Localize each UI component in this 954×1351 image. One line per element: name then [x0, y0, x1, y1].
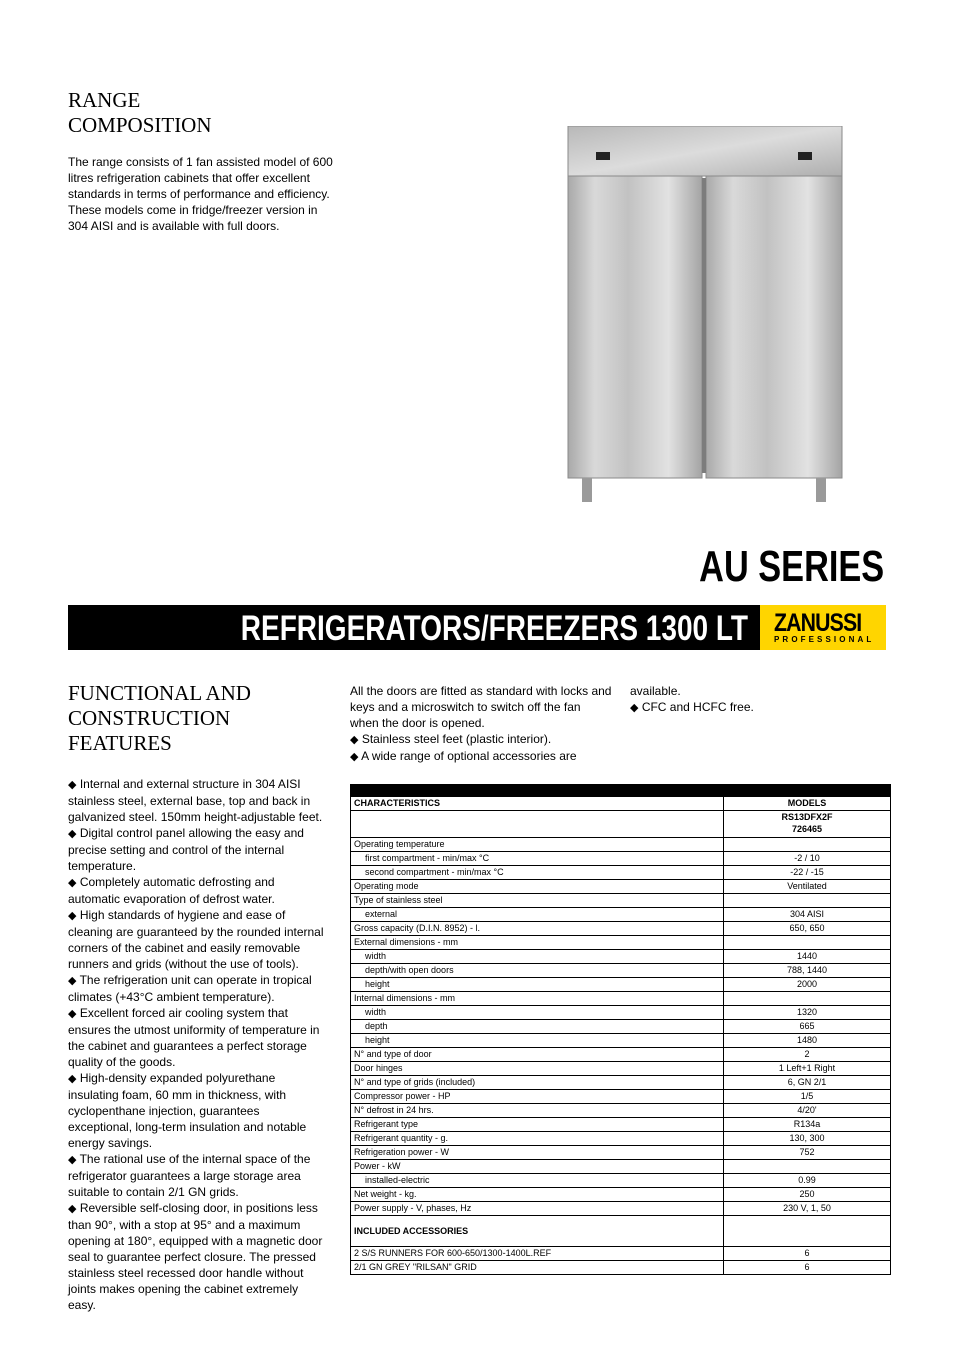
feature-item: ◆ A wide range of optional accessories are — [350, 749, 577, 763]
row-value: -2 / 10 — [724, 852, 891, 866]
features-column-3 — [630, 683, 870, 716]
bullet-icon: ◆ — [68, 877, 77, 889]
refrigerator-image — [566, 126, 844, 504]
row-value: 1440 — [724, 950, 891, 964]
accessory-row — [351, 1261, 891, 1275]
table-row — [351, 922, 891, 936]
zanussi-logo — [760, 605, 886, 650]
row-label: Power - kW — [351, 1160, 724, 1174]
table-row — [351, 908, 891, 922]
row-label: Refrigeration power - W — [351, 1146, 724, 1160]
range-text: The range consists of 1 fan assisted model of 600 litres refrigeration cabinets that offer excellent standards in terms of performance and efficiency. These models come in fridge/freezer version in 304 AISI and is available with full doors. — [68, 155, 333, 233]
accessory-label: 2/1 GN GREY "RILSAN" GRID — [351, 1261, 724, 1275]
row-label: Power supply - V, phases, Hz — [351, 1202, 724, 1216]
feature-item: ◆ CFC and HCFC free. — [630, 700, 754, 714]
row-label: N° and type of door — [351, 1048, 724, 1062]
bullet-icon: ◆ — [68, 779, 77, 791]
product-banner — [68, 605, 886, 650]
row-label: Type of stainless steel — [351, 894, 724, 908]
range-title-line2: COMPOSITION — [68, 113, 212, 137]
table-row — [351, 1118, 891, 1132]
table-row — [351, 1020, 891, 1034]
table-header-row — [351, 797, 891, 811]
table-row — [351, 838, 891, 852]
feature-item: ◆ Digital control panel allowing the easy and precise setting and control of the internal temperature. — [68, 826, 304, 873]
row-value: 1480 — [724, 1034, 891, 1048]
row-label: first compartment - min/max °C — [351, 852, 724, 866]
row-value — [724, 838, 891, 852]
row-label: N° and type of grids (included) — [351, 1076, 724, 1090]
row-value — [724, 992, 891, 1006]
features-title — [68, 681, 251, 756]
table-row — [351, 1202, 891, 1216]
features-title-line1: FUNCTIONAL AND — [68, 681, 251, 705]
table-row — [351, 936, 891, 950]
bullet-icon: ◆ — [630, 702, 639, 714]
table-row — [351, 1160, 891, 1174]
row-label: Internal dimensions - mm — [351, 992, 724, 1006]
row-value: 788, 1440 — [724, 964, 891, 978]
row-value: 1320 — [724, 1006, 891, 1020]
row-label: width — [351, 1006, 724, 1020]
row-value: 1 Left+1 Right — [724, 1062, 891, 1076]
accessory-quantity: 6 — [724, 1247, 891, 1261]
model-number: 726465 — [791, 824, 823, 834]
table-row — [351, 1188, 891, 1202]
bullet-icon: ◆ — [68, 1154, 77, 1166]
bullet-icon: ◆ — [68, 828, 77, 840]
table-row — [351, 1090, 891, 1104]
row-value: 4/20' — [724, 1104, 891, 1118]
row-label: Gross capacity (D.I.N. 8952) - l. — [351, 922, 724, 936]
row-value: 665 — [724, 1020, 891, 1034]
logo-text: ZANUSSI — [774, 609, 862, 637]
table-row — [351, 1104, 891, 1118]
row-label: N° defrost in 24 hrs. — [351, 1104, 724, 1118]
row-value: 250 — [724, 1188, 891, 1202]
bullet-icon: ◆ — [68, 1008, 77, 1020]
bullet-icon: ◆ — [68, 910, 77, 922]
table-header-bar — [351, 785, 891, 797]
continuation-text: available. — [630, 684, 681, 698]
table-row — [351, 1174, 891, 1188]
table-row — [351, 1132, 891, 1146]
features-list — [68, 776, 324, 1313]
feature-item: ◆ High standards of hygiene and ease of cleaning are guaranteed by the rounded internal corners of the cabinet and easily removable runners and grids (without the use of tools). — [68, 908, 324, 971]
row-value: 650, 650 — [724, 922, 891, 936]
range-title — [68, 88, 212, 138]
feature-item: ◆ Excellent forced air cooling system that ensures the utmost uniformity of temperature in the cabinet and guarantees a perfect storage quality of the goods. — [68, 1006, 320, 1069]
row-value — [724, 894, 891, 908]
feature-item: ◆ The rational use of the internal space of the refrigerator guarantees a large storage area suitable to contain 2/1 GN grids. — [68, 1152, 311, 1199]
table-row — [351, 1034, 891, 1048]
table-row — [351, 964, 891, 978]
row-value: 130, 300 — [724, 1132, 891, 1146]
row-value — [724, 936, 891, 950]
feature-item: ◆ Completely automatic defrosting and automatic evaporation of defrost water. — [68, 875, 275, 906]
model-code: RS13DFX2F — [781, 812, 833, 822]
row-value: R134a — [724, 1118, 891, 1132]
characteristics-header: CHARACTERISTICS — [351, 797, 724, 811]
table-row — [351, 1048, 891, 1062]
row-label: Refrigerant type — [351, 1118, 724, 1132]
feature-item: ◆ Internal and external structure in 304 AISI stainless steel, external base, top and back in galvanized steel. 150mm height-adjustable feet. — [68, 777, 323, 824]
row-value: 1/5 — [724, 1090, 891, 1104]
bullet-icon: ◆ — [68, 975, 77, 987]
row-value: 304 AISI — [724, 908, 891, 922]
table-row — [351, 852, 891, 866]
table-row — [351, 1076, 891, 1090]
specifications-table — [350, 784, 891, 1275]
features-column-2 — [350, 683, 612, 765]
row-label: Door hinges — [351, 1062, 724, 1076]
table-row — [351, 1062, 891, 1076]
accessories-header: INCLUDED ACCESSORIES — [351, 1216, 724, 1247]
row-value: 6, GN 2/1 — [724, 1076, 891, 1090]
row-label: Refrigerant quantity - g. — [351, 1132, 724, 1146]
accessory-row — [351, 1247, 891, 1261]
banner-title: REFRIGERATORS/FREEZERS 1300 LT — [240, 609, 748, 648]
row-label: installed-electric — [351, 1174, 724, 1188]
accessory-label: 2 S/S RUNNERS FOR 600-650/1300-1400L.REF — [351, 1247, 724, 1261]
logo-subtext: PROFESSIONAL — [774, 635, 875, 644]
bullet-icon: ◆ — [68, 1203, 77, 1215]
row-label: Net weight - kg. — [351, 1188, 724, 1202]
models-header: MODELS — [724, 797, 891, 811]
row-value: 2000 — [724, 978, 891, 992]
feature-item: ◆ Reversible self-closing door, in positions less than 90°, with a stop at 95° and a maximum opening at 180°, equipped with a magnetic door seal to guarantee perfect closure. The pressed stainless steel recessed door handle without joints makes opening the cabinet extremely easy. — [68, 1201, 323, 1312]
bullet-icon: ◆ — [68, 1073, 77, 1085]
row-label: Compressor power - HP — [351, 1090, 724, 1104]
accessories-header-row — [351, 1216, 891, 1247]
model-row — [351, 811, 891, 838]
model-cell — [724, 811, 891, 838]
features-title-line3: FEATURES — [68, 731, 172, 755]
row-value: 752 — [724, 1146, 891, 1160]
row-label: Operating temperature — [351, 838, 724, 852]
feature-item: ◆ Stainless steel feet (plastic interior). — [350, 732, 552, 746]
range-title-line1: RANGE — [68, 88, 141, 112]
table-row — [351, 978, 891, 992]
table-row — [351, 992, 891, 1006]
series-title: AU SERIES — [699, 542, 884, 591]
row-label: Operating mode — [351, 880, 724, 894]
row-value: 2 — [724, 1048, 891, 1062]
accessory-quantity: 6 — [724, 1261, 891, 1275]
row-label: height — [351, 978, 724, 992]
row-value: -22 / -15 — [724, 866, 891, 880]
row-label: depth/with open doors — [351, 964, 724, 978]
row-label: depth — [351, 1020, 724, 1034]
table-row — [351, 866, 891, 880]
row-value: Ventilated — [724, 880, 891, 894]
row-value: 230 V, 1, 50 — [724, 1202, 891, 1216]
row-label: External dimensions - mm — [351, 936, 724, 950]
feature-item: ◆ High-density expanded polyurethane insulating foam, 60 mm in thickness, with cyclopenthane injection, guarantees exceptional, long-term insulation and notable energy savings. — [68, 1071, 307, 1150]
row-value: 0.99 — [724, 1174, 891, 1188]
features-title-line2: CONSTRUCTION — [68, 706, 231, 730]
feature-item: ◆ The refrigeration unit can operate in tropical climates (+43°C ambient temperature). — [68, 973, 312, 1004]
table-row — [351, 880, 891, 894]
row-label: height — [351, 1034, 724, 1048]
row-label: second compartment - min/max °C — [351, 866, 724, 880]
row-label: external — [351, 908, 724, 922]
table-row — [351, 894, 891, 908]
table-row — [351, 1146, 891, 1160]
table-row — [351, 950, 891, 964]
bullet-icon: ◆ — [350, 734, 359, 746]
table-row — [351, 1006, 891, 1020]
doors-text: All the doors are fitted as standard with locks and keys and a microswitch to switch off the fan when the door is opened. — [350, 684, 612, 730]
row-label: width — [351, 950, 724, 964]
row-value — [724, 1160, 891, 1174]
bullet-icon: ◆ — [350, 751, 359, 763]
